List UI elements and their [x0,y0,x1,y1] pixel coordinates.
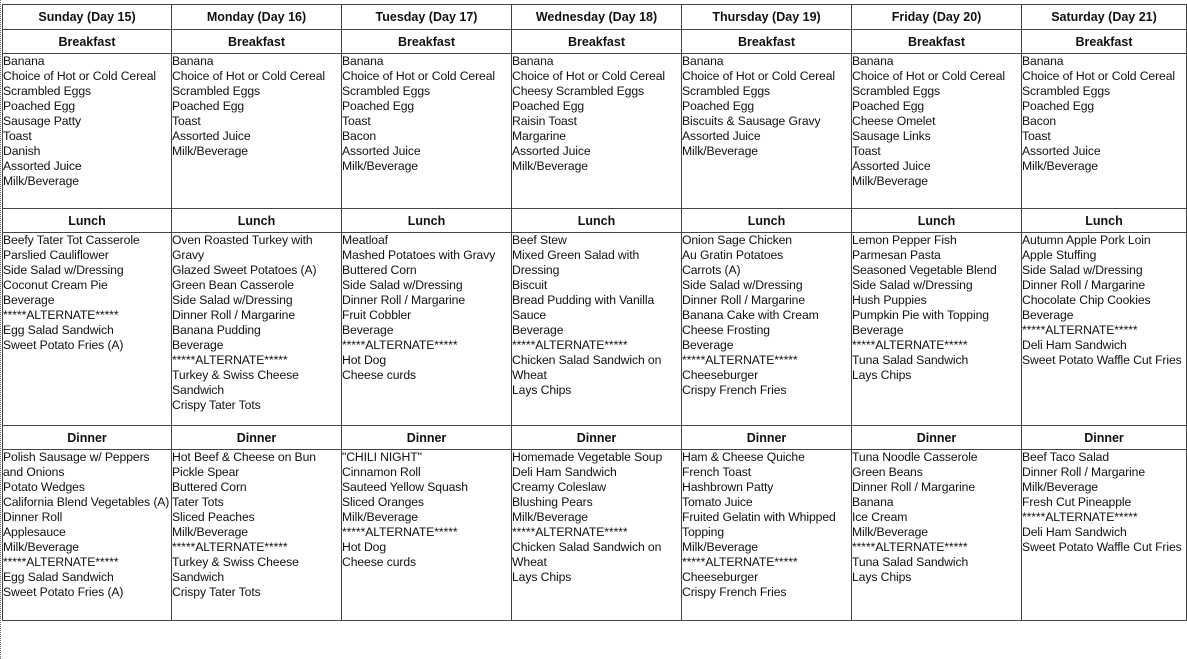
dinner-cell-wednesday [512,450,682,621]
menu-item: Glazed Sweet Potatoes (A) [172,263,317,277]
menu-item: Beverage [682,338,734,352]
lunch-label-thursday: Lunch [682,209,852,233]
dinner-header-row [3,426,1187,450]
menu-item: Pumpkin Pie with Topping [852,308,989,322]
menu-item: *****ALTERNATE***** [682,353,798,367]
day-header-tuesday: Tuesday (Day 17) [342,5,512,30]
lunch-cell-tuesday [342,233,512,426]
menu-item: Beverage [172,338,224,352]
menu-item: Hot Dog [342,540,387,554]
menu-item: Sauteed Yellow Squash [342,480,468,494]
menu-item: Oven Roasted Turkey with Gravy [172,233,313,262]
breakfast-label-saturday: Breakfast [1022,30,1187,54]
menu-item: Toast [172,114,201,128]
menu-item: "CHILI NIGHT" [342,450,422,464]
menu-item: Toast [1022,129,1051,143]
menu-item: Banana Cake with Cream Cheese Frosting [682,308,819,337]
menu-item: *****ALTERNATE***** [342,525,458,539]
breakfast-cell-saturday [1022,54,1187,209]
menu-item: Banana [852,495,894,509]
lunch-cell-thursday [682,233,852,426]
lunch-label-saturday: Lunch [1022,209,1187,233]
menu-item: Milk/Beverage [172,144,248,158]
menu-item: Tomato Juice [682,495,753,509]
menu-item: Beef Taco Salad [1022,450,1110,464]
menu-item: Applesauce [3,525,66,539]
menu-item: Biscuit [512,278,548,292]
menu-item: Crispy French Fries [682,383,787,397]
menu-item: Tuna Noodle Casserole [852,450,978,464]
lunch-cell-friday [852,233,1022,426]
menu-item: Dinner Roll / Margarine [342,293,466,307]
dinner-cell-tuesday [342,450,512,621]
menu-item: Beverage [3,293,55,307]
menu-item: Mixed Green Salad with Dressing [512,248,640,277]
menu-item: Assorted Juice [342,144,421,158]
menu-item: Dinner Roll / Margarine [172,308,296,322]
menu-item: Chocolate Chip Cookies [1022,293,1151,307]
menu-item: *****ALTERNATE***** [1022,323,1138,337]
menu-item: Cheeseburger [682,368,759,382]
menu-item: *****ALTERNATE***** [682,555,798,569]
menu-item: Biscuits & Sausage Gravy [682,114,821,128]
dinner-cell-thursday [682,450,852,621]
lunch-label-friday: Lunch [852,209,1022,233]
menu-item: Autumn Apple Pork Loin [1022,233,1151,247]
menu-item: Milk/Beverage [1022,159,1098,173]
dinner-cell-monday [172,450,342,621]
menu-item: Dinner Roll / Margarine [1022,465,1146,479]
menu-item: Side Salad w/Dressing [3,263,124,277]
menu-item: Milk/Beverage [172,525,248,539]
menu-item: Tuna Salad Sandwich [852,353,969,367]
menu-item: Choice of Hot or Cold Cereal [512,69,666,83]
menu-item: Banana [3,54,45,68]
menu-item: Green Bean Casserole [172,278,294,292]
menu-item: Poached Egg [1022,99,1095,113]
menu-item: Fresh Cut Pineapple [1022,495,1132,509]
lunch-header-row [3,209,1187,233]
menu-item: Choice of Hot or Cold Cereal [1022,69,1176,83]
menu-item: Milk/Beverage [682,144,758,158]
menu-item: Potato Wedges [3,480,85,494]
breakfast-label-sunday: Breakfast [3,30,172,54]
menu-item: Lays Chips [852,368,912,382]
menu-item: Dinner Roll / Margarine [1022,278,1146,292]
menu-item: Bacon [342,129,377,143]
lunch-cell-wednesday [512,233,682,426]
menu-item: Poached Egg [682,99,755,113]
breakfast-label-tuesday: Breakfast [342,30,512,54]
menu-item: Milk/Beverage [512,159,588,173]
menu-item: Toast [3,129,32,143]
menu-item: Banana [512,54,554,68]
menu-item: Cinnamon Roll [342,465,421,479]
menu-item: Side Salad w/Dressing [342,278,463,292]
dinner-label-sunday: Dinner [3,426,172,450]
menu-item: *****ALTERNATE***** [172,540,288,554]
dinner-cell-friday [852,450,1022,621]
menu-item: Banana [682,54,724,68]
day-header-saturday: Saturday (Day 21) [1022,5,1187,30]
menu-item: Hashbrown Patty [682,480,774,494]
dinner-label-thursday: Dinner [682,426,852,450]
lunch-label-sunday: Lunch [3,209,172,233]
menu-item: Egg Salad Sandwich [3,323,114,337]
menu-item: Side Salad w/Dressing [172,293,293,307]
menu-item: *****ALTERNATE***** [852,540,968,554]
menu-item: Buttered Corn [342,263,417,277]
menu-item: Lays Chips [512,383,572,397]
lunch-items-row [3,233,1187,426]
menu-item: Beverage [852,323,904,337]
menu-item: Scrambled Eggs [172,84,261,98]
lunch-label-monday: Lunch [172,209,342,233]
menu-item: Pickle Spear [172,465,240,479]
menu-item: Tuna Salad Sandwich [852,555,969,569]
menu-item: Milk/Beverage [3,540,79,554]
menu-item: Hot Dog [342,353,387,367]
menu-item: Assorted Juice [512,144,591,158]
weekly-menu-table [2,4,1187,621]
dinner-label-friday: Dinner [852,426,1022,450]
menu-item: Scrambled Eggs [852,84,941,98]
menu-item: Lays Chips [852,570,912,584]
menu-item: Crispy Tater Tots [172,585,261,599]
menu-item: Milk/Beverage [342,510,418,524]
menu-item: Beef Stew [512,233,567,247]
menu-item: French Toast [682,465,752,479]
lunch-label-wednesday: Lunch [512,209,682,233]
menu-item: Milk/Beverage [852,525,928,539]
menu-item: Hush Puppies [852,293,927,307]
menu-item: Danish [3,144,41,158]
menu-item: Sausage Links [852,129,931,143]
menu-item: *****ALTERNATE***** [3,308,119,322]
breakfast-label-monday: Breakfast [172,30,342,54]
menu-item: Banana [1022,54,1064,68]
menu-item: Blushing Pears [512,495,593,509]
menu-item: Hot Beef & Cheese on Bun [172,450,316,464]
menu-item: Sliced Oranges [342,495,424,509]
menu-item: Milk/Beverage [342,159,418,173]
menu-item: Margarine [512,129,566,143]
menu-item: Toast [342,114,371,128]
menu-item: Banana [852,54,894,68]
menu-item: Parslied Cauliflower [3,248,109,262]
menu-item: Assorted Juice [3,159,82,173]
day-header-row [3,5,1187,30]
menu-item: Ice Cream [852,510,908,524]
menu-item: Milk/Beverage [1022,480,1098,494]
breakfast-label-thursday: Breakfast [682,30,852,54]
menu-item: Choice of Hot or Cold Cereal [3,69,157,83]
menu-item: Polish Sausage w/ Peppers and Onions [3,450,150,479]
menu-item: Meatloaf [342,233,388,247]
menu-item: Poached Egg [342,99,415,113]
menu-item: Poached Egg [512,99,585,113]
breakfast-cell-wednesday [512,54,682,209]
menu-item: Scrambled Eggs [1022,84,1111,98]
breakfast-cell-friday [852,54,1022,209]
menu-item: Poached Egg [172,99,245,113]
breakfast-header-row [3,30,1187,54]
menu-item: Egg Salad Sandwich [3,570,114,584]
lunch-cell-monday [172,233,342,426]
menu-item: Beefy Tater Tot Casserole [3,233,140,247]
menu-item: *****ALTERNATE***** [852,338,968,352]
menu-item: Chicken Salad Sandwich on Wheat [512,353,662,382]
menu-item: Buttered Corn [172,480,247,494]
menu-item: Cheese curds [342,555,416,569]
day-header-friday: Friday (Day 20) [852,5,1022,30]
menu-item: *****ALTERNATE***** [342,338,458,352]
menu-item: Deli Ham Sandwich [1022,338,1127,352]
menu-item: Assorted Juice [682,129,761,143]
breakfast-cell-tuesday [342,54,512,209]
menu-item: Coconut Cream Pie [3,278,108,292]
menu-item: Lays Chips [512,570,572,584]
menu-item: Ham & Cheese Quiche [682,450,805,464]
breakfast-cell-thursday [682,54,852,209]
menu-item: Sweet Potato Fries (A) [3,338,124,352]
menu-item: Scrambled Eggs [682,84,771,98]
menu-item: Cheese Omelet [852,114,936,128]
menu-item: Sausage Patty [3,114,81,128]
day-header-sunday: Sunday (Day 15) [3,5,172,30]
lunch-cell-saturday [1022,233,1187,426]
menu-item: Crispy French Fries [682,585,787,599]
menu-item: California Blend Vegetables (A) [3,495,170,509]
menu-item: Poached Egg [852,99,925,113]
menu-item: Onion Sage Chicken [682,233,792,247]
breakfast-cell-monday [172,54,342,209]
lunch-label-tuesday: Lunch [342,209,512,233]
menu-item: Seasoned Vegetable Blend [852,263,997,277]
menu-item: Banana [172,54,214,68]
menu-item: Choice of Hot or Cold Cereal [852,69,1006,83]
menu-item: Beverage [512,323,564,337]
page-edge-dotted-line [0,0,1,659]
menu-item: Sliced Peaches [172,510,255,524]
breakfast-items-row [3,54,1187,209]
menu-item: Tater Tots [172,495,224,509]
menu-item: Beverage [342,323,394,337]
lunch-cell-sunday [3,233,172,426]
menu-item: Cheese curds [342,368,416,382]
dinner-label-saturday: Dinner [1022,426,1187,450]
menu-item: Fruited Gelatin with Whipped Topping [682,510,836,539]
menu-item: Cheesy Scrambled Eggs [512,84,645,98]
menu-item: Cheeseburger [682,570,759,584]
menu-item: Bread Pudding with Vanilla Sauce [512,293,655,322]
menu-item: Assorted Juice [852,159,931,173]
menu-item: Banana [342,54,384,68]
breakfast-label-wednesday: Breakfast [512,30,682,54]
menu-item: Deli Ham Sandwich [1022,525,1127,539]
menu-item: Creamy Coleslaw [512,480,606,494]
menu-item: Parmesan Pasta [852,248,941,262]
menu-item: Side Salad w/Dressing [1022,263,1143,277]
menu-item: Toast [852,144,881,158]
menu-item: Sweet Potato Waffle Cut Fries [1022,540,1182,554]
menu-item: Milk/Beverage [3,174,79,188]
dinner-label-wednesday: Dinner [512,426,682,450]
breakfast-cell-sunday [3,54,172,209]
day-header-thursday: Thursday (Day 19) [682,5,852,30]
menu-item: *****ALTERNATE***** [3,555,119,569]
dinner-label-tuesday: Dinner [342,426,512,450]
menu-item: *****ALTERNATE***** [512,338,628,352]
menu-item: Deli Ham Sandwich [512,465,617,479]
menu-item: Dinner Roll [3,510,63,524]
menu-item: Milk/Beverage [852,174,928,188]
menu-item: Mashed Potatoes with Gravy [342,248,496,262]
menu-item: Turkey & Swiss Cheese Sandwich [172,368,299,397]
dinner-label-monday: Dinner [172,426,342,450]
menu-item: Carrots (A) [682,263,741,277]
menu-item: Turkey & Swiss Cheese Sandwich [172,555,299,584]
menu-item: Milk/Beverage [512,510,588,524]
menu-item: Crispy Tater Tots [172,398,261,412]
menu-item: Banana Pudding [172,323,261,337]
menu-item: Side Salad w/Dressing [682,278,803,292]
menu-item: *****ALTERNATE***** [172,353,288,367]
menu-item: Sweet Potato Waffle Cut Fries [1022,353,1182,367]
breakfast-label-friday: Breakfast [852,30,1022,54]
menu-item: Scrambled Eggs [3,84,92,98]
day-header-monday: Monday (Day 16) [172,5,342,30]
menu-item: Dinner Roll / Margarine [682,293,806,307]
menu-item: Choice of Hot or Cold Cereal [172,69,326,83]
menu-item: Side Salad w/Dressing [852,278,973,292]
menu-item: Poached Egg [3,99,76,113]
menu-item: Raisin Toast [512,114,577,128]
menu-item: Choice of Hot or Cold Cereal [682,69,836,83]
menu-item: Homemade Vegetable Soup [512,450,663,464]
menu-item: Assorted Juice [172,129,251,143]
menu-item: Apple Stuffing [1022,248,1097,262]
menu-item: Green Beans [852,465,923,479]
menu-item: *****ALTERNATE***** [512,525,628,539]
menu-item: Lemon Pepper Fish [852,233,957,247]
menu-item: Sweet Potato Fries (A) [3,585,124,599]
dinner-cell-saturday [1022,450,1187,621]
menu-item: Fruit Cobbler [342,308,412,322]
menu-item: *****ALTERNATE***** [1022,510,1138,524]
menu-item: Bacon [1022,114,1057,128]
menu-item: Dinner Roll / Margarine [852,480,976,494]
menu-item: Beverage [1022,308,1074,322]
menu-item: Choice of Hot or Cold Cereal [342,69,496,83]
day-header-wednesday: Wednesday (Day 18) [512,5,682,30]
menu-item: Scrambled Eggs [342,84,431,98]
dinner-cell-sunday [3,450,172,621]
menu-item: Chicken Salad Sandwich on Wheat [512,540,662,569]
menu-item: Au Gratin Potatoes [682,248,784,262]
dinner-items-row [3,450,1187,621]
menu-item: Assorted Juice [1022,144,1101,158]
menu-item: Milk/Beverage [682,540,758,554]
